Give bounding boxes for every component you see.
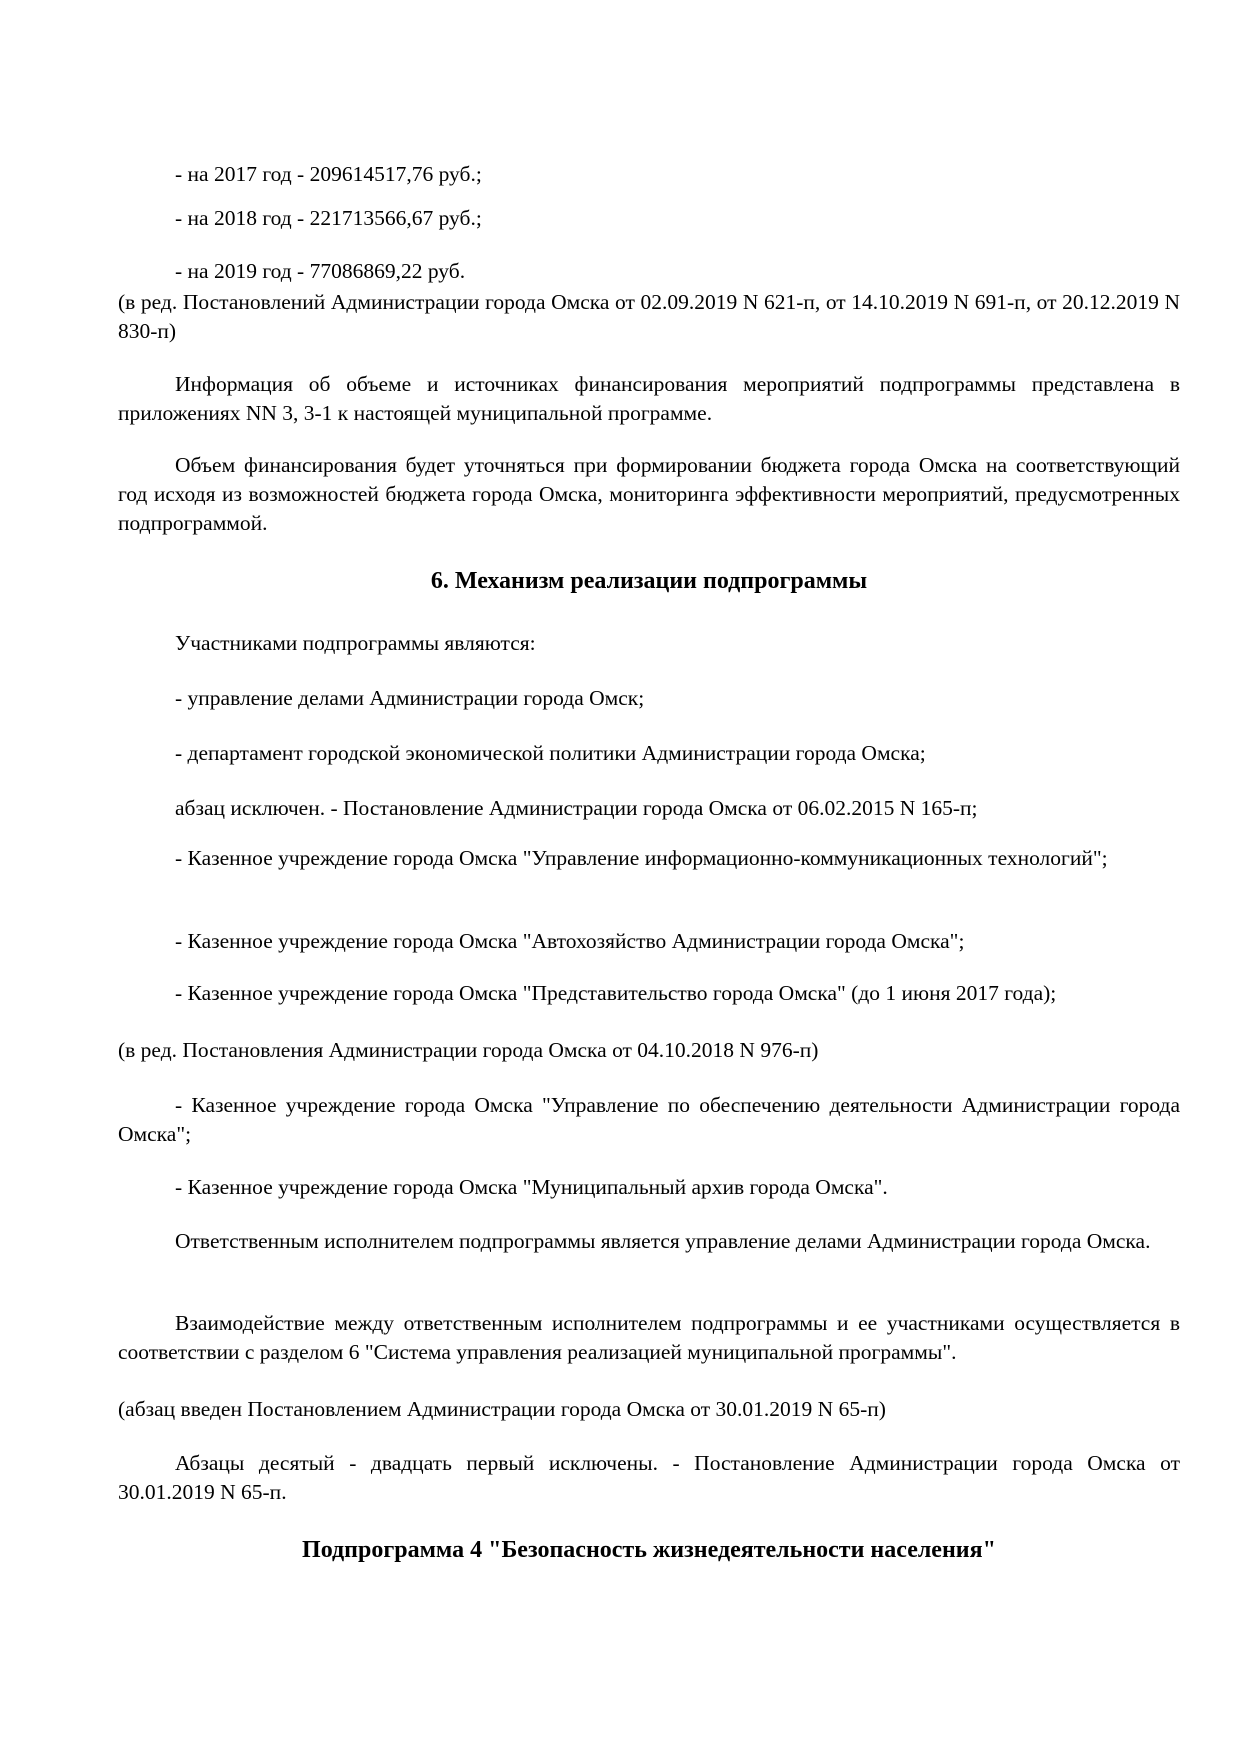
section-heading: 6. Механизм реализации подпрограммы <box>430 568 868 594</box>
participants-intro: Участниками подпрограммы являются: <box>175 631 536 655</box>
participant-item: - управление делами Администрации города Омск; <box>175 686 645 710</box>
participant-item: - Казенное учреждение города Омска "Управление по обеспечению деятельности Администрации города Омска"; <box>118 1093 1180 1146</box>
amendment-note: (абзац введен Постановлением Администрации города Омска от 30.01.2019 N 65-п) <box>118 1397 886 1421</box>
amendment-note: (в ред. Постановления Администрации города Омска от 04.10.2018 N 976-п) <box>118 1038 819 1062</box>
participant-item: - Казенное учреждение города Омска "Автохозяйство Администрации города Омска"; <box>175 929 965 953</box>
responsible-executor: Ответственным исполнителем подпрограммы является управление делами Администрации города Омска. <box>175 1229 1151 1253</box>
participant-item: - Казенное учреждение города Омска "Представительство города Омска" (до 1 июня 2017 года); <box>175 981 1057 1005</box>
participant-item: - Казенное учреждение города Омска "Управление информационно-коммуникационных технологий"; <box>175 846 1108 870</box>
funding-2017: - на 2017 год - 209614517,76 руб.; <box>175 162 482 186</box>
subprogram-heading: Подпрограмма 4 "Безопасность жизнедеятельности населения" <box>302 1537 996 1563</box>
paragraph-volume: Объем финансирования будет уточняться при формировании бюджета города Омска на соответствующий год исходя из возможностей бюджета города Омска, мониторинга эффективности мероприятий, предусмотренных подпрограммой. <box>118 453 1180 535</box>
funding-2018: - на 2018 год - 221713566,67 руб.; <box>175 206 482 230</box>
participant-item: - Казенное учреждение города Омска "Муниципальный архив города Омска". <box>175 1175 888 1199</box>
interaction-paragraph: Взаимодействие между ответственным исполнителем подпрограммы и ее участниками осуществляется в соответствии с разделом 6 "Система управления реализацией муниципальной программы". <box>118 1311 1180 1364</box>
paragraph-info: Информация об объеме и источниках финансирования мероприятий подпрограммы представлена в приложениях NN 3, 3-1 к настоящей муниципальной программе. <box>118 372 1180 425</box>
excluded-note: абзац исключен. - Постановление Администрации города Омска от 06.02.2015 N 165-п; <box>175 796 978 820</box>
participant-item: - департамент городской экономической политики Администрации города Омска; <box>175 741 926 765</box>
funding-2019: - на 2019 год - 77086869,22 руб. <box>175 259 466 283</box>
excluded-note: Абзацы десятый - двадцать первый исключены. - Постановление Администрации города Омска от 30.01.2019 N 65-п. <box>118 1451 1180 1504</box>
amendment-note: (в ред. Постановлений Администрации города Омска от 02.09.2019 N 621-п, от 14.10.2019 N 691-п, от 20.12.2019 N 830-п) <box>118 290 1180 343</box>
